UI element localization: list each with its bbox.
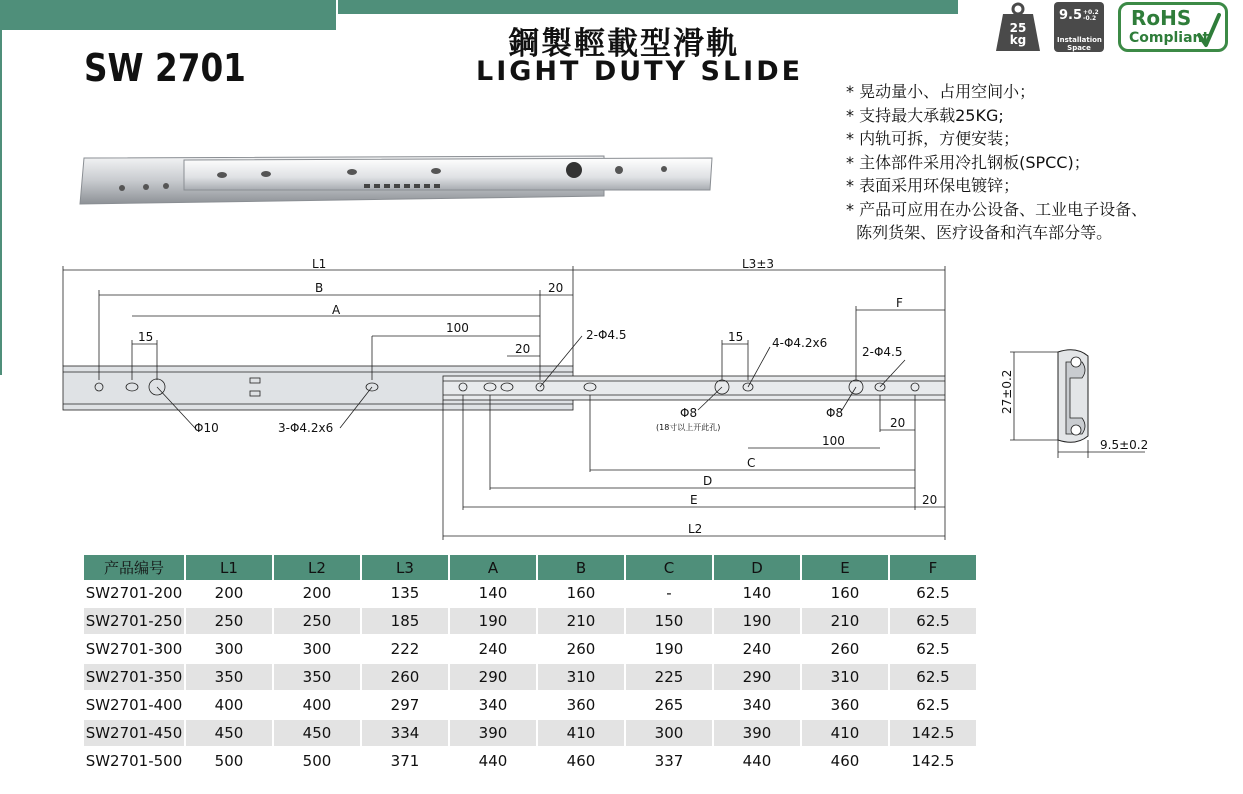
table-cell: 500	[185, 747, 273, 775]
table-cell: 200	[273, 580, 361, 607]
table-cell: 250	[185, 607, 273, 635]
hole-note: (18寸以上开此孔)	[656, 423, 721, 432]
feature-item: * 支持最大承载25KG;	[846, 105, 1004, 125]
table-cell: 135	[361, 580, 449, 607]
table-cell: 240	[449, 635, 537, 663]
dia-10: Φ10	[194, 421, 219, 435]
dim-b: B	[315, 281, 324, 295]
table-cell: 210	[537, 607, 625, 635]
feature-item: * 产品可应用在办公设备、工业电子设备、	[846, 199, 1148, 219]
table-cell: 62.5	[889, 635, 977, 663]
dim-f: F	[896, 296, 903, 310]
dim-20b: 20	[515, 342, 531, 356]
table-cell: 340	[449, 691, 537, 719]
table-cell: 62.5	[889, 663, 977, 691]
dia-8b: Φ8	[826, 406, 844, 420]
table-cell: 360	[537, 691, 625, 719]
table-cell: 160	[537, 580, 625, 607]
dim-e: E	[690, 493, 698, 507]
col-header: L2	[273, 555, 361, 580]
feature-item: * 晃动量小、占用空间小；	[846, 82, 1036, 101]
table-cell: -	[625, 580, 713, 607]
rohs-subtitle: Compliant	[1129, 30, 1210, 46]
table-row	[84, 635, 977, 663]
title-chinese: 鋼製輕載型滑軌	[508, 26, 739, 62]
dim-l1: L1	[312, 257, 327, 271]
table-cell: 142.5	[889, 747, 977, 775]
col-header: A	[449, 555, 537, 580]
col-header: E	[801, 555, 889, 580]
table-cell: 290	[713, 663, 801, 691]
table-cell: 222	[361, 635, 449, 663]
table-cell: 62.5	[889, 691, 977, 719]
table-cell: 371	[361, 747, 449, 775]
table-cell: 390	[713, 719, 801, 747]
table-cell: 400	[273, 691, 361, 719]
model-cell: SW2701-200	[84, 580, 185, 607]
weight-value: 25	[1009, 21, 1027, 35]
dim-d: D	[703, 474, 713, 488]
table-cell: 360	[801, 691, 889, 719]
hole-4-42: 4-Φ4.2x6	[772, 336, 828, 350]
dia-8a: Φ8	[680, 406, 698, 420]
table-cell: 440	[713, 747, 801, 775]
dim-height: 27±0.2	[1000, 369, 1014, 414]
table-row	[84, 691, 977, 719]
hole-2-45b: 2-Φ4.5	[862, 345, 903, 359]
table-cell: 250	[273, 607, 361, 635]
table-cell: 190	[625, 635, 713, 663]
col-header: F	[889, 555, 977, 580]
table-cell: 300	[625, 719, 713, 747]
table-cell: 290	[449, 663, 537, 691]
dim-20a: 20	[548, 281, 564, 295]
table-cell: 225	[625, 663, 713, 691]
hole-3-42: 3-Φ4.2x6	[278, 421, 334, 435]
col-header: L3	[361, 555, 449, 580]
table-cell: 310	[801, 663, 889, 691]
table-cell: 140	[449, 580, 537, 607]
table-cell: 460	[801, 747, 889, 775]
hole-2-45a: 2-Φ4.5	[586, 328, 627, 342]
model-cell: SW2701-250	[84, 607, 185, 635]
dim-width: 9.5±0.2	[1100, 438, 1149, 452]
table-cell: 390	[449, 719, 537, 747]
feature-item: * 内轨可拆，方便安装；	[846, 129, 1020, 148]
table-cell: 400	[185, 691, 273, 719]
table-cell: 297	[361, 691, 449, 719]
table-cell: 150	[625, 607, 713, 635]
rohs-title: RoHS	[1131, 6, 1192, 30]
feature-item: * 表面采用环保电镀锌；	[846, 176, 1020, 195]
table-cell: 260	[537, 635, 625, 663]
table-row	[84, 580, 977, 607]
space-label: Installation Space	[1057, 36, 1102, 52]
table-cell: 350	[273, 663, 361, 691]
table-cell: 140	[713, 580, 801, 607]
table-cell: 440	[449, 747, 537, 775]
model-cell: SW2701-300	[84, 635, 185, 663]
table-cell: 500	[273, 747, 361, 775]
col-header: C	[625, 555, 713, 580]
table-header-row	[84, 555, 977, 580]
col-header: D	[713, 555, 801, 580]
weight-unit: kg	[1009, 33, 1027, 47]
table-cell: 410	[537, 719, 625, 747]
table-cell: 160	[801, 580, 889, 607]
spec-table	[84, 555, 978, 776]
table-cell: 460	[537, 747, 625, 775]
table-cell: 62.5	[889, 580, 977, 607]
table-cell: 337	[625, 747, 713, 775]
model-cell: SW2701-400	[84, 691, 185, 719]
table-cell: 450	[185, 719, 273, 747]
model-number: SW 2701	[84, 46, 246, 90]
table-cell: 260	[801, 635, 889, 663]
table-cell: 300	[273, 635, 361, 663]
title-english: LIGHT DUTY SLIDE	[476, 56, 804, 87]
dim-l3: L3±3	[742, 257, 775, 271]
model-cell: SW2701-500	[84, 747, 185, 775]
table-cell: 300	[185, 635, 273, 663]
dim-15a: 15	[138, 330, 154, 344]
col-header: 产品编号	[84, 555, 185, 580]
table-cell: 190	[713, 607, 801, 635]
dim-a: A	[332, 303, 341, 317]
dim-100a: 100	[446, 321, 469, 335]
table-cell: 350	[185, 663, 273, 691]
feature-item: * 主体部件采用冷扎钢板(SPCC)；	[846, 152, 1090, 172]
space-value: 9.5	[1059, 8, 1083, 23]
table-cell: 210	[801, 607, 889, 635]
table-cell: 190	[449, 607, 537, 635]
table-cell: 410	[801, 719, 889, 747]
table-row	[84, 607, 977, 635]
col-header: L1	[185, 555, 273, 580]
model-cell: SW2701-350	[84, 663, 185, 691]
table-cell: 340	[713, 691, 801, 719]
dim-20c: 20	[890, 416, 906, 430]
space-tol-plus: +0.2	[1083, 8, 1099, 16]
table-cell: 260	[361, 663, 449, 691]
table-row	[84, 747, 977, 775]
dim-l2: L2	[688, 522, 703, 536]
table-cell: 310	[537, 663, 625, 691]
col-header: B	[537, 555, 625, 580]
dim-100b: 100	[822, 434, 845, 448]
table-cell: 265	[625, 691, 713, 719]
table-row	[84, 719, 977, 747]
space-tol-minus: -0.2	[1083, 14, 1097, 22]
table-row	[84, 663, 977, 691]
table-cell: 142.5	[889, 719, 977, 747]
table-cell: 334	[361, 719, 449, 747]
dim-15b: 15	[728, 330, 744, 344]
table-cell: 450	[273, 719, 361, 747]
table-cell: 62.5	[889, 607, 977, 635]
feature-item: 陈列货架、医疗设备和汽车部分等。	[846, 223, 1113, 242]
model-cell: SW2701-450	[84, 719, 185, 747]
table-cell: 185	[361, 607, 449, 635]
table-cell: 200	[185, 580, 273, 607]
dim-c: C	[747, 456, 756, 470]
dim-20d: 20	[922, 493, 938, 507]
table-cell: 240	[713, 635, 801, 663]
